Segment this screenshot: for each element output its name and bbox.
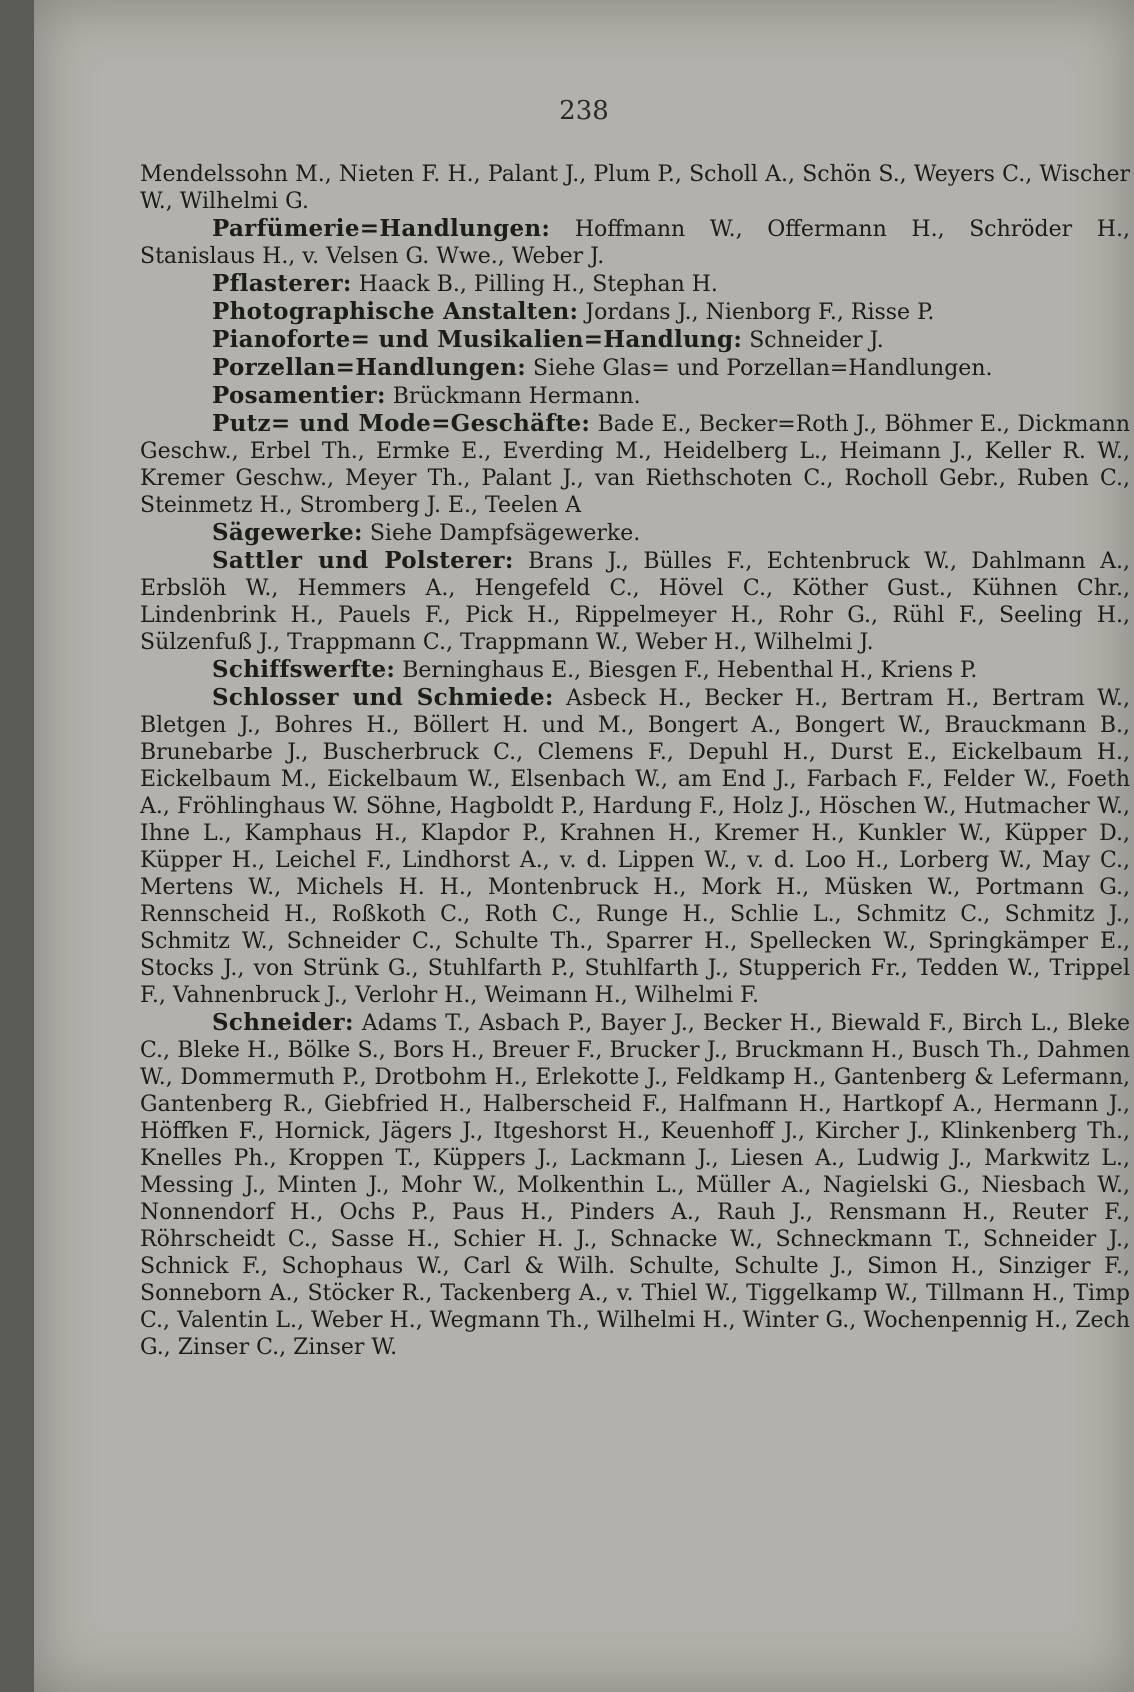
entry-category: Photographische Anstalten:	[212, 298, 579, 325]
entry-names: Brans J., Bülles F., Echtenbruck W., Dahlmann A., Erbslöh W., Hemmers A., Hengefeld C., Hövel C., Köther Gust., Kühnen Chr., Lindenbrink H., Pauels F., Pick H., Rippelmeyer H., Rohr G., Rühl F., Seeling H., Sülzenfuß J., Trappmann C., Trappmann W., Weber H., Wilhelmi J.	[140, 549, 1130, 655]
entry-names: Schneider J.	[742, 328, 884, 353]
directory-entry	[140, 382, 1130, 410]
entry-category: Schneider:	[212, 1009, 354, 1036]
directory-entry	[140, 160, 1130, 215]
entry-category: Sägewerke:	[212, 519, 363, 546]
entry-category: Pflasterer:	[212, 270, 352, 297]
entry-category: Porzellan=Handlungen:	[212, 354, 527, 381]
entry-names: Hoffmann W., Offermann H., Schröder H., Stanislaus H., v. Velsen G. Wwe., Weber J.	[140, 217, 1130, 269]
entry-names: Brückmann Hermann.	[385, 384, 641, 409]
entry-category: Sattler und Polsterer:	[212, 547, 514, 574]
entry-names: Siehe Glas= und Porzellan=Handlungen.	[526, 356, 993, 381]
entry-names: Bade E., Becker=Roth J., Böhmer E., Dickmann Geschw., Erbel Th., Ermke E., Everding M., Heidelberg L., Heimann J., Keller R. W., Kremer Geschw., Meyer Th., Palant J., van Riethschoten C., Rocholl Gebr., Ruben C., Steinmetz H., Stromberg J. E., Teelen A	[140, 412, 1130, 518]
directory-entry	[140, 547, 1130, 656]
entry-names: Mendelssohn M., Nieten F. H., Palant J., Plum P., Scholl A., Schön S., Weyers C., Wischer W., Wilhelmi G.	[140, 162, 1130, 214]
directory-entry	[140, 270, 1130, 298]
entry-names: Berninghaus E., Biesgen F., Hebenthal H., Kriens P.	[395, 658, 978, 683]
entry-category: Schiffswerfte:	[212, 656, 396, 683]
entry-names: Haack B., Pilling H., Stephan H.	[351, 272, 718, 297]
entry-names: Jordans J., Nienborg F., Risse P.	[578, 300, 935, 325]
page-number: 238	[559, 96, 609, 126]
document-page	[34, 0, 1134, 1692]
directory-entry	[140, 215, 1130, 270]
directory-entry	[140, 1009, 1130, 1361]
directory-entry	[140, 354, 1130, 382]
entry-category: Putz= und Mode=Geschäfte:	[212, 410, 591, 437]
entry-category: Pianoforte= und Musikalien=Handlung:	[212, 326, 743, 353]
directory-entry	[140, 326, 1130, 354]
entry-category: Schlosser und Schmiede:	[212, 684, 554, 711]
directory-list	[140, 160, 1130, 1361]
entry-category: Posamentier:	[212, 382, 386, 409]
directory-entry	[140, 684, 1130, 1009]
entry-names: Asbeck H., Becker H., Bertram H., Bertram W., Bletgen J., Bohres H., Böllert H. und M., Bongert A., Bongert W., Brauckmann B., Brunebarbe J., Buscherbruck C., Clemens F., Depuhl H., Durst E., Eickelbaum H., Eickelbaum M., Eickelbaum W., Elsenbach W., am End J., Farbach F., Felder W., Foeth A., Fröhlinghaus W. Söhne, Hagboldt P., Hardung F., Holz J., Höschen W., Hutmacher W., Ihne L., Kamphaus H., Klapdor P., Krahnen H., Kremer H., Kunkler W., Küpper D., Küpper H., Leichel F., Lindhorst A., v. d. Lippen W., v. d. Loo H., Lorberg W., May C., Mertens W., Michels H. H., Montenbruck H., Mork H., Müsken W., Portmann G., Rennscheid H., Roßkoth C., Roth C., Runge H., Schlie L., Schmitz C., Schmitz J., Schmitz W., Schneider C., Schulte Th., Sparrer H., Spellecken W., Springkämper E., Stocks J., von Strünk G., Stuhlfarth P., Stuhlfarth J., Stupperich Fr., Tedden W., Trippel F., Vahnenbruck J., Verlohr H., Weimann H., Wilhelmi F.	[140, 686, 1130, 1008]
directory-entry	[140, 410, 1130, 519]
entry-names: Siehe Dampfsägewerke.	[362, 521, 641, 546]
directory-entry	[140, 519, 1130, 547]
directory-entry	[140, 298, 1130, 326]
directory-entry	[140, 656, 1130, 684]
entry-names: Adams T., Asbach P., Bayer J., Becker H., Biewald F., Birch L., Bleke C., Bleke H., Bölke S., Bors H., Breuer F., Brucker J., Bruckmann H., Busch Th., Dahmen W., Dommermuth P., Drotbohm H., Erlekotte J., Feldkamp H., Gantenberg & Lefermann, Gantenberg R., Giebfried H., Halberscheid F., Halfmann H., Hartkopf A., Hermann J., Höffken F., Hornick, Jägers J., Itgeshorst H., Keuenhoff J., Kircher J., Klinkenberg Th., Knelles Ph., Kroppen T., Küppers J., Lackmann J., Liesen A., Ludwig J., Markwitz L., Messing J., Minten J., Mohr W., Molkenthin L., Müller A., Nagielski G., Niesbach W., Nonnendorf H., Ochs P., Paus H., Pinders A., Rauh J., Rensmann H., Reuter F., Röhrscheidt C., Sasse H., Schier H. J., Schnacke W., Schneckmann T., Schneider J., Schnick F., Schophaus W., Carl & Wilh. Schulte, Schulte J., Simon H., Sinziger F., Sonneborn A., Stöcker R., Tackenberg A., v. Thiel W., Tiggelkamp W., Tillmann H., Timp C., Valentin L., Weber H., Wegmann Th., Wilhelmi H., Winter G., Wochenpennig H., Zech G., Zinser C., Zinser W.	[140, 1011, 1130, 1360]
entry-category: Parfümerie=Handlungen:	[212, 215, 551, 242]
